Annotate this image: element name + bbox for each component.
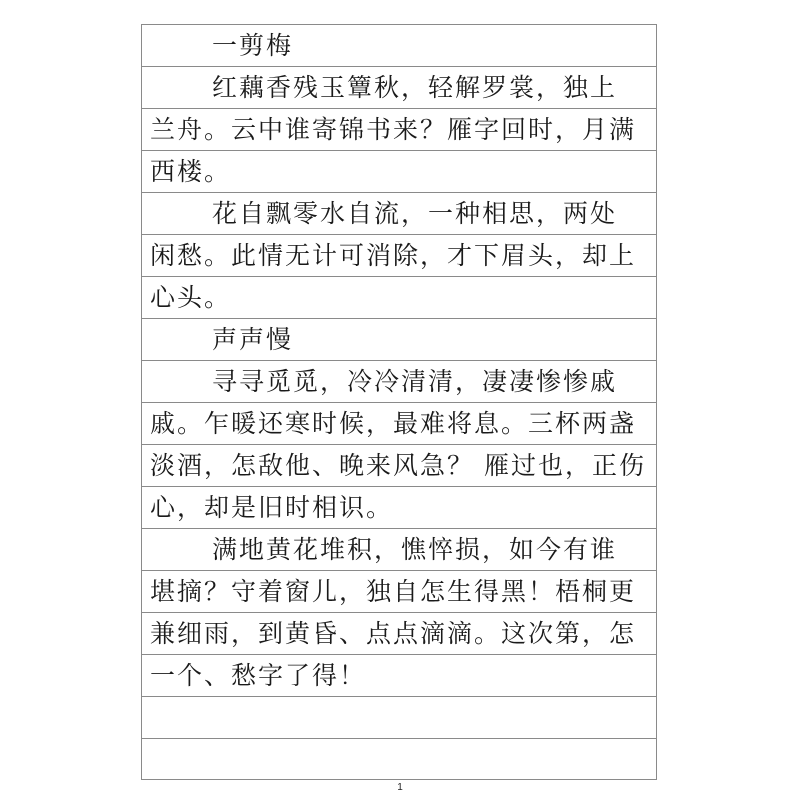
text-line: 心，却是旧时相识。: [150, 493, 394, 522]
text-line: 心头。: [150, 283, 232, 312]
text-line: 红藕香残玉簟秋，轻解罗裳，独上: [212, 73, 618, 102]
text-line: 堪摘？守着窗儿，独自怎生得黑！梧桐更: [150, 577, 637, 606]
text-line: 西楼。: [150, 157, 232, 186]
text-line: 寻寻觅觅，冷冷清清，凄凄惨惨戚: [212, 367, 618, 396]
poem-title-sheng-sheng-man: 声声慢: [212, 325, 294, 354]
text-line: 花自飘零水自流，一种相思，两处: [212, 199, 618, 228]
text-line: 满地黄花堆积，憔悴损，如今有谁: [212, 535, 618, 564]
page-number: 1: [397, 782, 403, 793]
empty-line: [142, 739, 656, 781]
text-line: 兰舟。云中谁寄锦书来？雁字回时，月满: [150, 115, 637, 144]
writing-sheet: [141, 24, 657, 780]
poem-title-yi-jian-mei: 一剪梅: [212, 31, 294, 60]
text-line: 闲愁。此情无计可消除，才下眉头，却上: [150, 241, 637, 270]
text-line: 戚。乍暖还寒时候，最难将息。三杯两盏: [150, 409, 637, 438]
text-line: 兼细雨，到黄昏、点点滴滴。这次第，怎: [150, 619, 637, 648]
empty-line: [142, 697, 656, 739]
text-line: 一个、愁字了得！: [150, 661, 367, 690]
text-line: 淡酒，怎敌他、晚来风急？ 雁过也，正伤: [150, 451, 646, 480]
